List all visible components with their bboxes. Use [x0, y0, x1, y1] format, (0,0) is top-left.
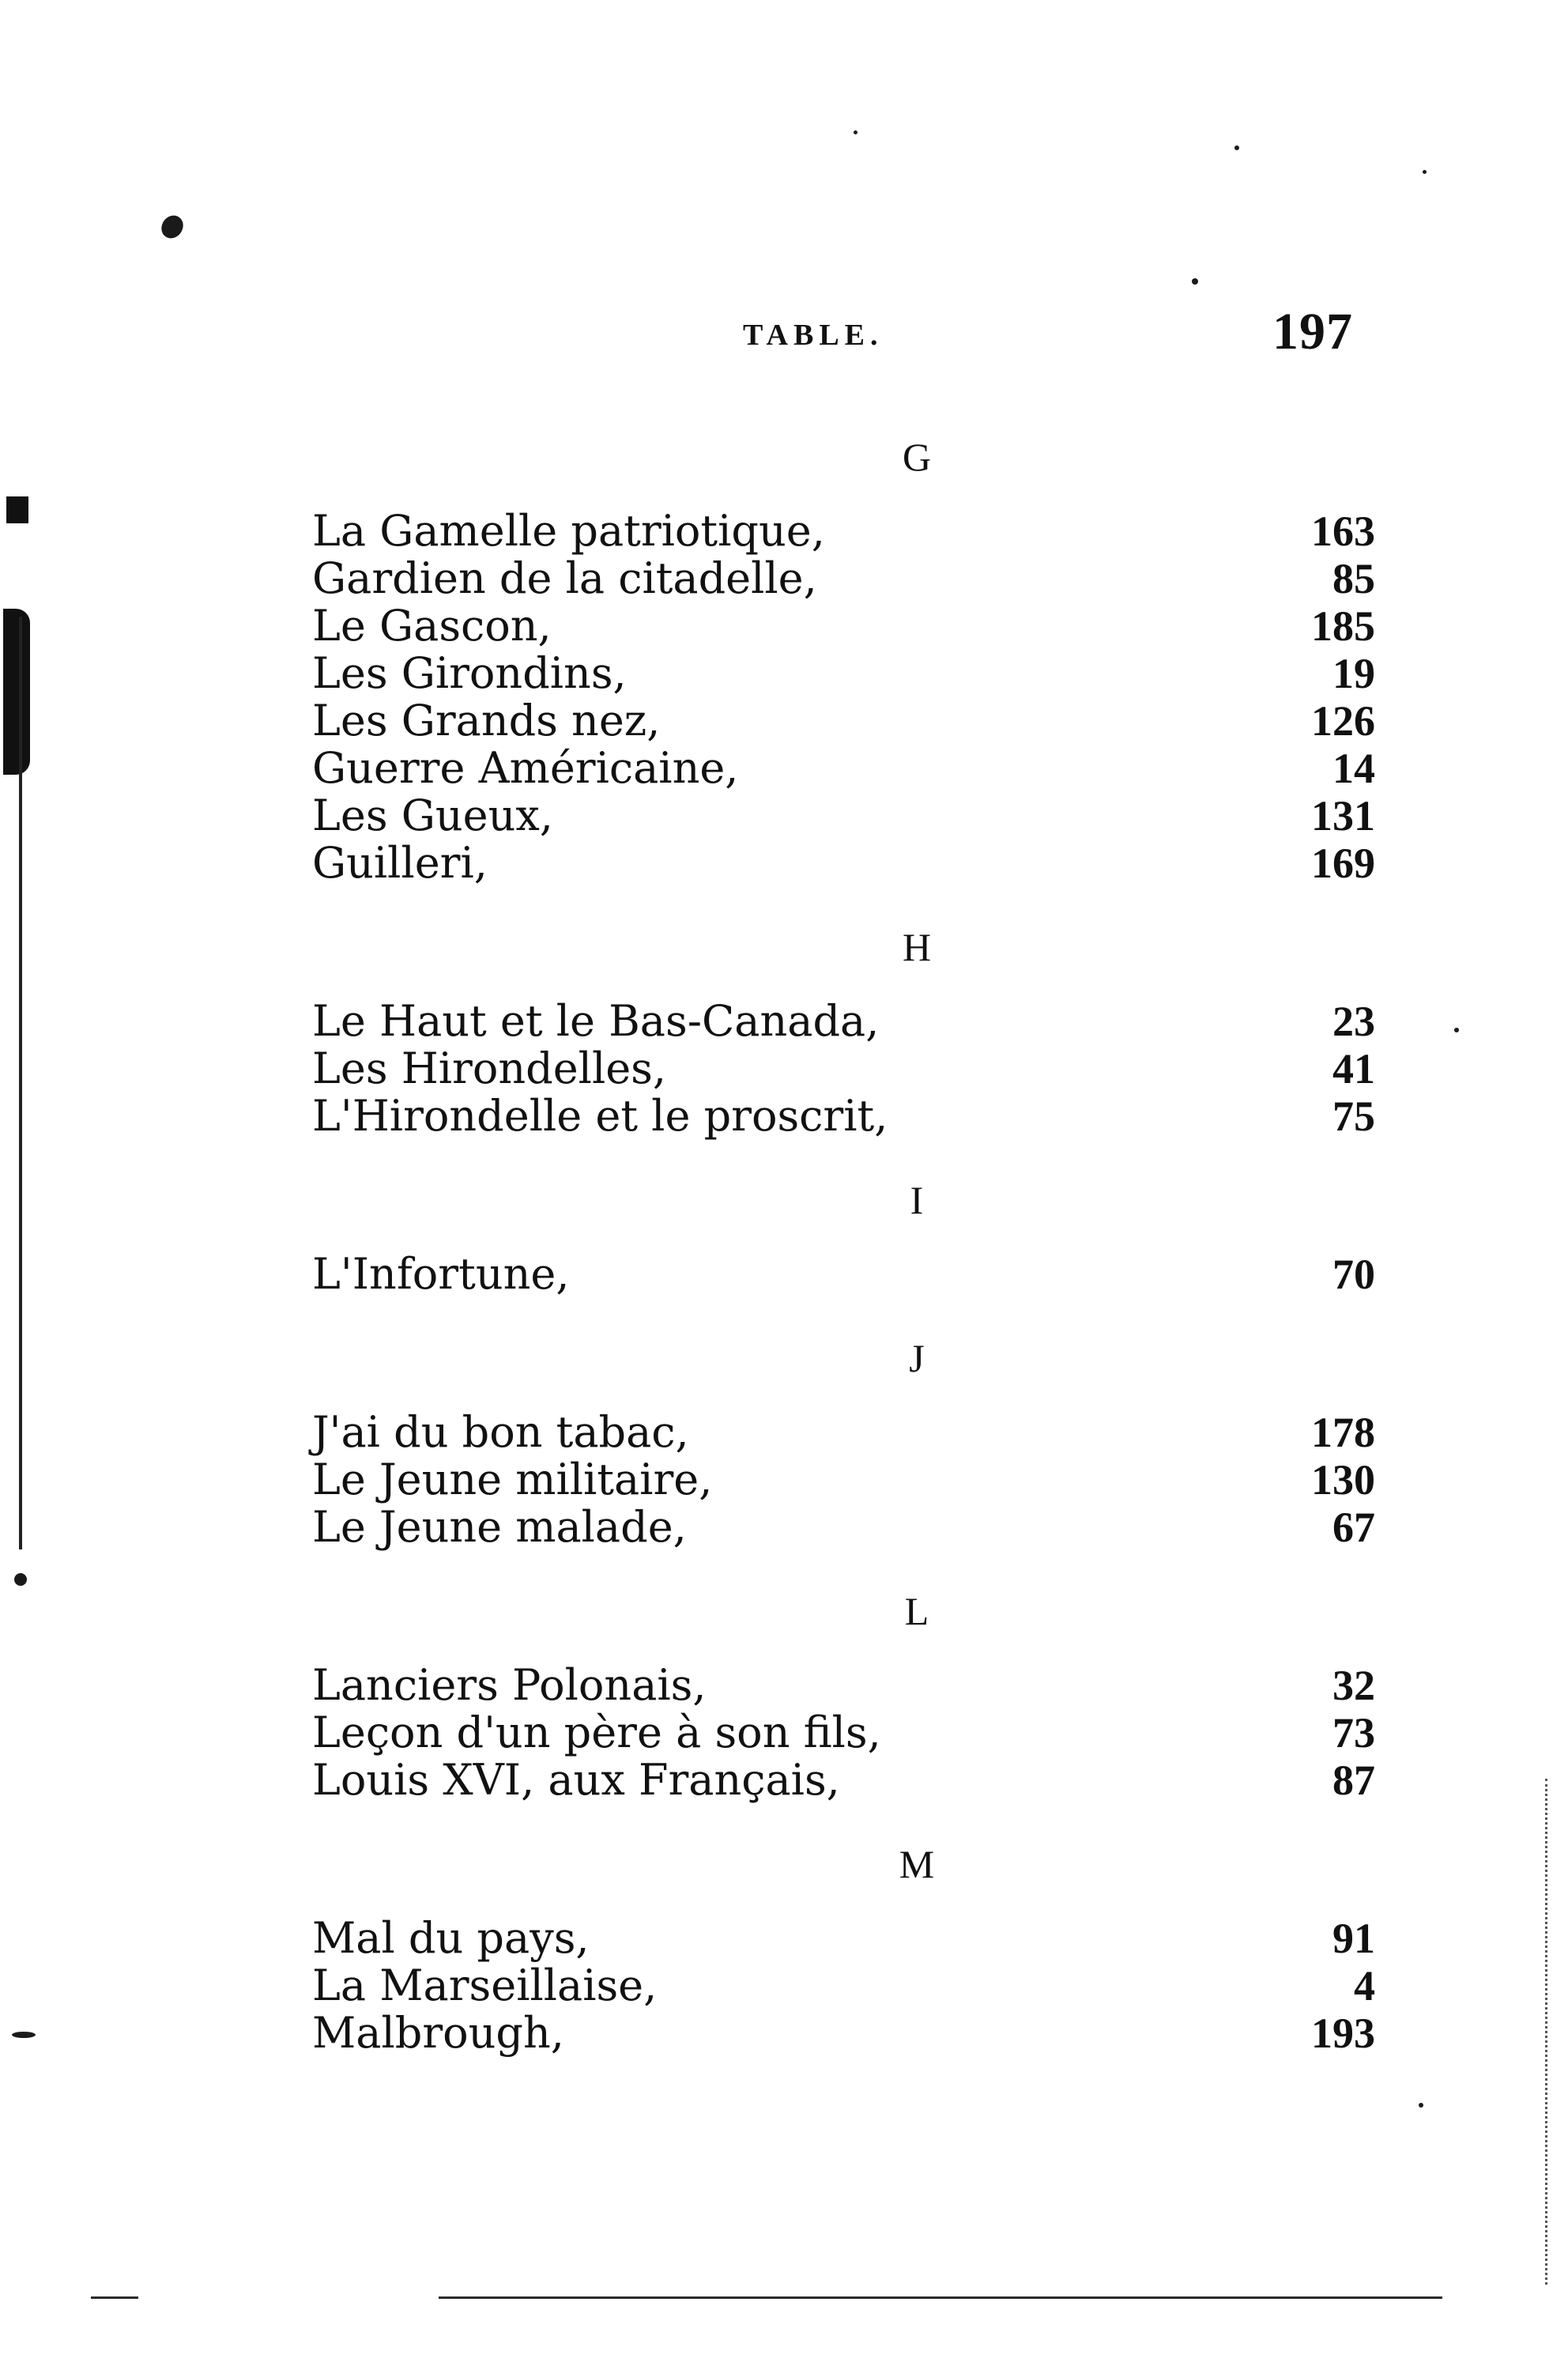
entry-page: 163: [1311, 508, 1375, 555]
ink-speck: [1192, 278, 1198, 285]
entry-title: Gardien de la citadelle,: [312, 553, 817, 603]
entry-page: 23: [1332, 998, 1375, 1045]
entry-page: 14: [1332, 745, 1375, 792]
entry-title: Les Girondins,: [312, 648, 627, 698]
index-entry: [312, 1045, 1375, 1093]
index-table: [312, 427, 1375, 2058]
index-section-j: [312, 1328, 1375, 1581]
entry-page: 67: [1332, 1504, 1375, 1551]
index-entry: [312, 650, 1375, 697]
entry-title: Louis XVI, aux Français,: [312, 1755, 840, 1805]
entry-title: J'ai du bon tabac,: [312, 1407, 689, 1457]
index-entry: [312, 1251, 1375, 1298]
page-rule: [91, 2296, 138, 2299]
index-entry: [312, 602, 1375, 650]
entry-title: Les Hirondelles,: [312, 1043, 667, 1093]
entry-page: 131: [1311, 792, 1375, 840]
ink-speck: [14, 1573, 27, 1586]
entry-title: La Gamelle patriotique,: [312, 506, 825, 556]
index-entry: [312, 1409, 1375, 1456]
ink-speck: [1234, 145, 1239, 150]
entry-page: 193: [1311, 2010, 1375, 2057]
entry-page: 91: [1332, 1915, 1375, 1962]
index-entry: [312, 1456, 1375, 1504]
entry-page: 178: [1311, 1409, 1375, 1456]
entry-page: 70: [1332, 1251, 1375, 1298]
entry-page: 130: [1311, 1456, 1375, 1504]
entry-title: L'Infortune,: [312, 1249, 570, 1299]
section-letter: J: [909, 1336, 925, 1380]
entry-page: 169: [1311, 840, 1375, 887]
ink-speck: [1454, 1028, 1459, 1032]
index-section-m: [312, 1834, 1375, 2058]
section-letter: G: [902, 435, 932, 479]
index-entry: [312, 697, 1375, 745]
entry-title: Le Jeune malade,: [312, 1502, 687, 1552]
index-entry: [312, 1709, 1375, 1757]
entry-title: La Marseillaise,: [312, 1961, 658, 2010]
entry-title: Guilleri,: [312, 838, 488, 888]
section-letter: I: [910, 1178, 924, 1222]
entry-page: 75: [1332, 1093, 1375, 1140]
section-letter: L: [904, 1589, 929, 1633]
index-entry: [312, 1662, 1375, 1709]
index-entry: [312, 555, 1375, 602]
index-entry: [312, 840, 1375, 887]
entry-title: Mal du pays,: [312, 1913, 590, 1963]
index-entry: [312, 508, 1375, 555]
entry-title: Lanciers Polonais,: [312, 1660, 707, 1710]
entry-page: 85: [1332, 555, 1375, 602]
entry-page: 73: [1332, 1709, 1375, 1757]
page-edge-noise: [1540, 1779, 1547, 2285]
ink-speck: [1423, 170, 1427, 174]
page-rule: [439, 2296, 1442, 2299]
section-letter: H: [902, 925, 932, 969]
index-section-g: [312, 427, 1375, 917]
entry-title: Guerre Américaine,: [312, 743, 739, 793]
entry-page: 19: [1332, 650, 1375, 697]
index-entry: [312, 1093, 1375, 1140]
entry-page: 4: [1354, 1962, 1375, 2010]
page-number: 197: [1272, 303, 1353, 360]
entry-title: Le Jeune militaire,: [312, 1455, 713, 1504]
index-entry: [312, 1962, 1375, 2010]
entry-page: 41: [1332, 1045, 1375, 1093]
index-section-i: [312, 1170, 1375, 1328]
section-letter: M: [899, 1842, 935, 1886]
index-entry: [312, 1915, 1375, 1962]
running-title: TABLE.: [743, 319, 884, 352]
ink-speck: [854, 130, 858, 134]
index-section-h: [312, 917, 1375, 1170]
index-entry: [312, 2010, 1375, 2057]
ink-speck: [1419, 2103, 1423, 2108]
index-entry: [312, 998, 1375, 1045]
index-section-l: [312, 1581, 1375, 1834]
binding-mark: [6, 496, 28, 523]
ink-spot: [157, 211, 188, 242]
entry-page: 126: [1311, 697, 1375, 745]
entry-page: 185: [1311, 602, 1375, 650]
entry-page: 87: [1332, 1757, 1375, 1804]
entry-title: Le Haut et le Bas-Canada,: [312, 996, 880, 1046]
entry-title: Le Gascon,: [312, 601, 552, 651]
binding-edge: [19, 617, 22, 1549]
index-entry: [312, 792, 1375, 840]
index-entry: [312, 1504, 1375, 1551]
entry-title: Leçon d'un père à son fils,: [312, 1708, 881, 1757]
index-entry: [312, 745, 1375, 792]
entry-title: Malbrough,: [312, 2008, 564, 2058]
ink-speck: [12, 2032, 36, 2038]
entry-title: Les Gueux,: [312, 791, 553, 840]
entry-page: 32: [1332, 1662, 1375, 1709]
binding-shadow: [3, 609, 30, 775]
entry-title: L'Hirondelle et le proscrit,: [312, 1091, 888, 1141]
entry-title: Les Grands nez,: [312, 696, 661, 745]
index-entry: [312, 1757, 1375, 1804]
